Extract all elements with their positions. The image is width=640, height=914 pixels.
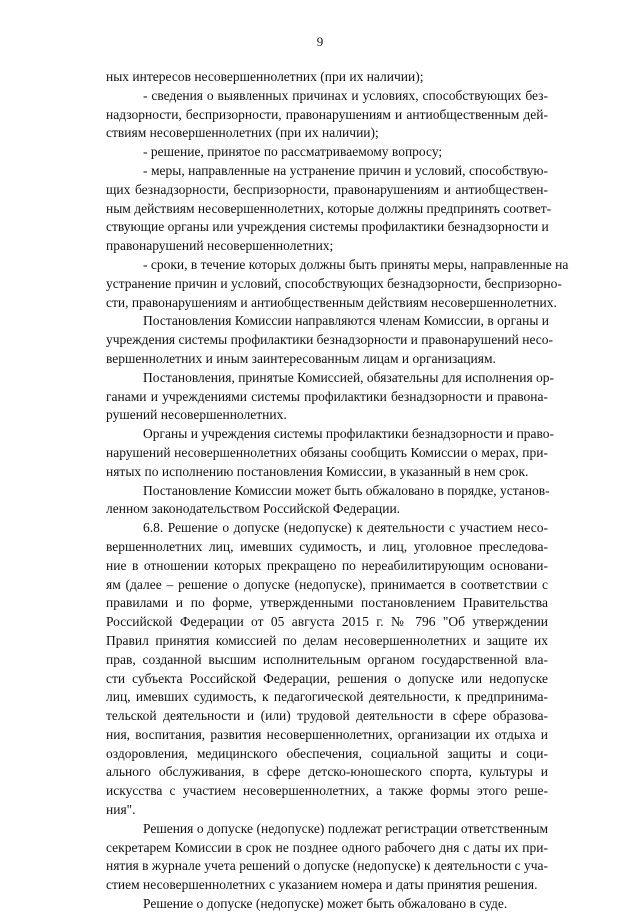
- text-line: Решения о допуске (недопуске) подлежат регистрации ответственным: [143, 820, 548, 836]
- text-line: Постановление Комиссии может быть обжаловано в порядке, установ-: [143, 482, 550, 498]
- text-line: ствующие органы или учреждения системы профилактики безнадзорности и: [106, 219, 549, 235]
- text-line: ния".: [106, 802, 136, 818]
- text-line: вершеннолетних и иным заинтересованным лицам и организациям.: [106, 350, 496, 366]
- text-line: сти, правонарушениям и антиобщественным действиям несовершеннолетних.: [106, 294, 557, 310]
- paragraph: [106, 162, 552, 256]
- text-line: ния, воспитания, развития несовершеннолетних, организации их отдыха и: [106, 726, 548, 742]
- text-line: надзорности, беспризорности, правонарушениям и антиобщественным дей-: [106, 106, 548, 122]
- text-line: Постановления, принятые Комиссией, обязательны для исполнения ор-: [143, 369, 555, 385]
- text-line: Российской Федерации от 05 августа 2015 г. № 796 "Об утверждении: [106, 614, 548, 630]
- document-body: [106, 68, 569, 914]
- text-line: ных интересов несовершеннолетних (при их наличии);: [106, 69, 424, 84]
- text-line: лиц, имевших судимость, к педагогической деятельности, к предпринима-: [106, 689, 548, 705]
- text-line: искусства с участием несовершеннолетних, а также формы этого реше-: [106, 783, 548, 799]
- paragraph: [106, 519, 548, 820]
- text-line: нятых по исполнению постановления Комиссии, в указанный в нем срок.: [106, 463, 529, 479]
- text-line: устранение причин и условий, способствующих безнадзорности, беспризорно-: [106, 275, 562, 291]
- text-line: тельской деятельности и (или) трудовой деятельности в сфере образова-: [106, 708, 548, 724]
- text-line: правонарушений несовершеннолетних;: [106, 238, 334, 254]
- text-line: оздоровления, медицинского обеспечения, социальной защиты и соци-: [106, 745, 548, 761]
- text-line: Решение о допуске (недопуске) может быть обжаловано в суде.: [143, 896, 508, 912]
- paragraph: [106, 143, 548, 162]
- text-line: 6.8. Решение о допуске (недопуске) к деятельности с участием несо-: [143, 520, 548, 536]
- paragraph: [106, 425, 555, 481]
- text-line: сти субъекта Российской Федерации, решения о допуске или недопуске: [106, 670, 548, 686]
- text-line: нятия в журнале учета решений о допуске (недопуске) к деятельности с уча-: [106, 858, 548, 874]
- page-number: 9: [316, 34, 324, 49]
- text-line: - сроки, в течение которых должны быть приняты меры, направленные на: [143, 256, 569, 272]
- paragraph: [106, 256, 569, 312]
- paragraph: [106, 312, 554, 368]
- text-line: нарушений несовершеннолетних обязаны сообщить Комиссии о мерах, при-: [106, 444, 548, 460]
- text-line: ленном законодательством Российской Федерации.: [106, 501, 401, 517]
- text-line: ным действиям несовершеннолетних, которые должны предпринять соответ-: [106, 200, 552, 216]
- text-line: прав, созданной высшим исполнительным органом государственной вла-: [106, 651, 548, 667]
- paragraph: [106, 482, 548, 520]
- text-line: - сведения о выявленных причинах и условиях, способствующих без-: [143, 87, 548, 103]
- paragraph: [106, 68, 548, 87]
- text-line: Органы и учреждения системы профилактики безнадзорности и право-: [143, 426, 555, 442]
- text-line: секретарем Комиссии в срок не позднее одного рабочего дня с даты их при-: [106, 839, 548, 855]
- paragraph: [106, 87, 548, 143]
- paragraph: [106, 895, 548, 914]
- text-line: - меры, направленные на устранение причин и условий, способствую-: [143, 162, 548, 178]
- text-line: правилами и по форме, утвержденными постановлением Правительства: [106, 595, 548, 611]
- paragraph: [106, 820, 548, 895]
- text-line: ального обслуживания, в сфере детско-юношеского спорта, культуры и: [106, 764, 548, 780]
- text-line: Правил принятия комиссией по делам несовершеннолетних и защите их: [106, 632, 548, 648]
- text-line: ганами и учреждениями системы профилактики безнадзорности и правона-: [106, 388, 548, 404]
- text-line: Постановления Комиссии направляются членам Комиссии, в органы и: [143, 313, 550, 329]
- text-line: ствиям несовершеннолетних (при их наличии);: [106, 125, 379, 141]
- text-line: вершеннолетних лиц, имевших судимость, и лиц, уголовное преследова-: [106, 538, 548, 554]
- text-line: щих безнадзорности, беспризорности, правонарушениям и антиобществен-: [106, 181, 548, 197]
- paragraph: [106, 369, 555, 425]
- text-line: рушений несовершеннолетних.: [106, 407, 287, 423]
- text-line: ние в отношении которых прекращено по нереабилитирующим основани-: [106, 557, 548, 573]
- text-line: - решение, принятое по рассматриваемому вопросу;: [143, 144, 443, 160]
- text-line: учреждения системы профилактики безнадзорности и правонарушений несо-: [106, 332, 554, 348]
- text-line: ям (далее – решение о допуске (недопуске), принимается в соответствии с: [106, 576, 548, 592]
- text-line: стием несовершеннолетних с указанием номера и даты принятия решения.: [106, 877, 538, 893]
